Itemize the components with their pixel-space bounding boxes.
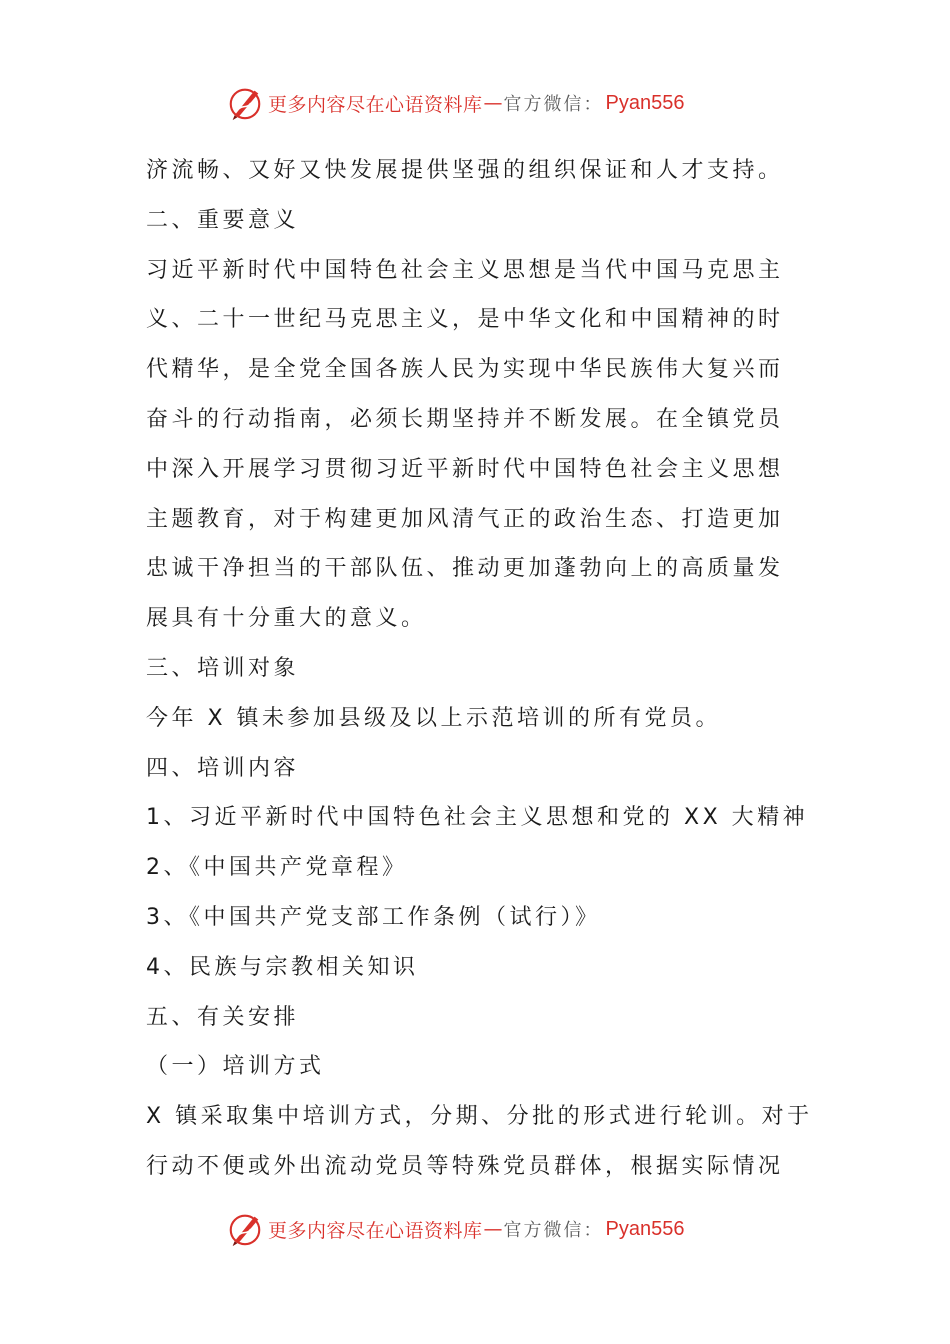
text-line: 今年 X 镇未参加县级及以上示范培训的所有党员。 bbox=[146, 705, 722, 731]
text-line: 代精华，是全党全国各族人民为实现中华民族伟大复兴而 bbox=[146, 357, 784, 383]
list-item: 1、习近平新时代中国特色社会主义思想和党的 XX 大精神 bbox=[146, 805, 809, 831]
watermark-separator: — bbox=[483, 1218, 503, 1240]
text-line: 中深入开展学习贯彻习近平新时代中国特色社会主义思想 bbox=[146, 456, 784, 482]
list-item: 2、《中国共产党章程》 bbox=[146, 855, 408, 881]
text-line: 忠诚干净担当的干部队伍、推动更加蓬勃向上的高质量发 bbox=[146, 556, 784, 582]
subsection-heading: （一）培训方式 bbox=[146, 1054, 325, 1080]
text-line: 义、二十一世纪马克思主义，是中华文化和中国精神的时 bbox=[146, 307, 784, 333]
pen-logo-icon bbox=[226, 84, 264, 122]
section-heading: 四、培训内容 bbox=[146, 755, 300, 781]
document-body bbox=[146, 146, 811, 1192]
section-heading: 五、有关安排 bbox=[146, 1004, 300, 1030]
section-heading: 二、重要意义 bbox=[146, 207, 300, 233]
watermark-official: 官方微信： bbox=[503, 94, 604, 115]
watermark-official: 官方微信： bbox=[503, 1220, 604, 1241]
watermark-account: Pyan556 bbox=[605, 1217, 685, 1240]
watermark-text: 更多内容尽在心语资料库 bbox=[268, 1219, 483, 1242]
text-line: 奋斗的行动指南，必须长期坚持并不断发展。在全镇党员 bbox=[146, 406, 784, 432]
footer-watermark bbox=[226, 1209, 684, 1249]
text-line: 行动不便或外出流动党员等特殊党员群体，根据实际情况 bbox=[146, 1153, 784, 1179]
text-line: 济流畅、又好又快发展提供坚强的组织保证和人才支持。 bbox=[146, 158, 784, 183]
text-line: 习近平新时代中国特色社会主义思想是当代中国马克思主 bbox=[146, 257, 784, 283]
pen-logo-icon bbox=[226, 1210, 264, 1248]
watermark-text: 更多内容尽在心语资料库 bbox=[268, 93, 483, 116]
text-line: 展具有十分重大的意义。 bbox=[146, 606, 427, 632]
list-item: 3、《中国共产党支部工作条例（试行）》 bbox=[146, 904, 601, 930]
text-line: X 镇采取集中培训方式，分期、分批的形式进行轮训。对于 bbox=[146, 1104, 813, 1130]
watermark-separator: — bbox=[483, 92, 503, 114]
list-item: 4、民族与宗教相关知识 bbox=[146, 954, 419, 980]
section-heading: 三、培训对象 bbox=[146, 655, 300, 681]
header-watermark bbox=[226, 83, 684, 123]
text-line: 主题教育，对于构建更加风清气正的政治生态、打造更加 bbox=[146, 506, 784, 532]
watermark-account: Pyan556 bbox=[605, 91, 685, 114]
